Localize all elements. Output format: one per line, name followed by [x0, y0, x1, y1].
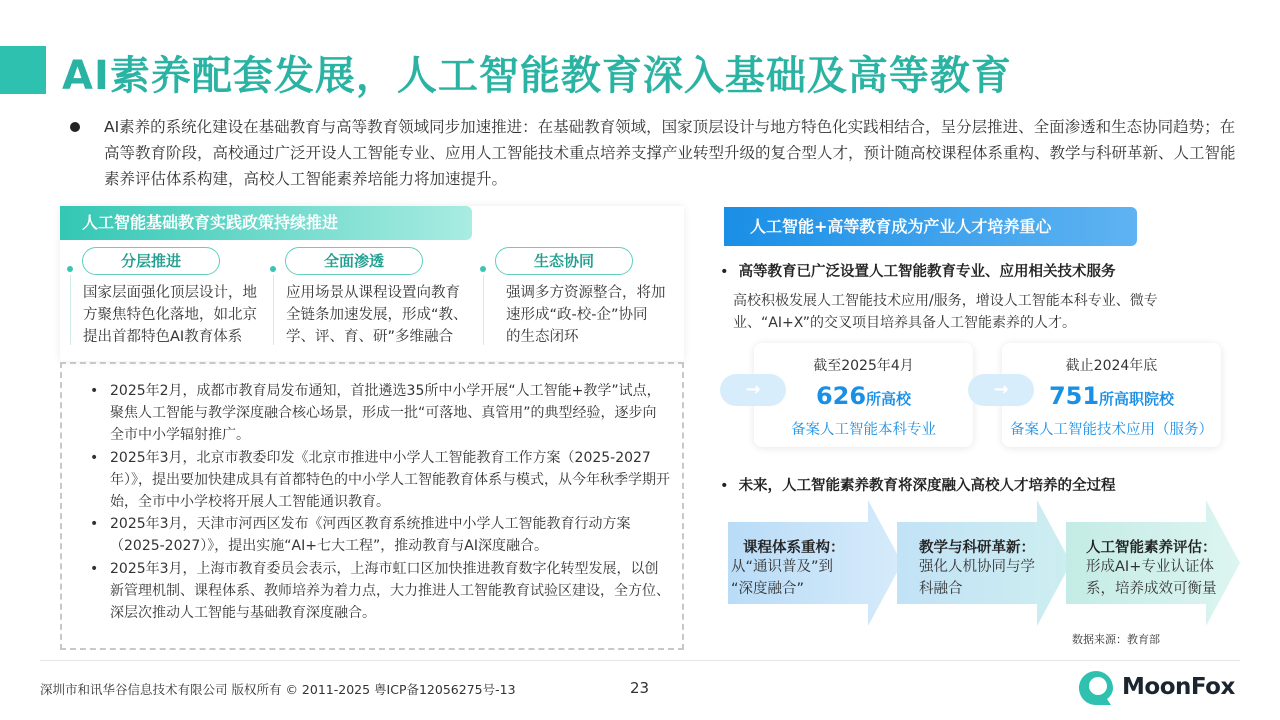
pillar-line: 提出首都特色AI教育体系	[83, 329, 243, 345]
step-text	[1086, 556, 1217, 600]
higher-ed-description: 高校积极发展人工智能技术应用/服务，增设人工智能本科专业、微专业、“AI+X”的交叉项目培养具备人工智能素养的人才。	[733, 293, 1158, 331]
title-accent-bar	[0, 46, 46, 94]
page-title: AI素养配套发展，人工智能教育深入基础及高等教育	[62, 53, 1012, 99]
step-line: “深度融合”	[731, 581, 805, 597]
stat-unit: 所高校	[866, 390, 912, 408]
pillar-text-layered	[83, 282, 257, 348]
data-source: 数据来源：教育部	[1072, 633, 1160, 646]
pillar-dot	[480, 266, 486, 272]
pillar-dot	[270, 266, 276, 272]
future-bullet: • 未来，人工智能素养教育将深度融入高校人才培养的全过程	[720, 474, 1116, 495]
page-number: 23	[630, 679, 650, 697]
footer-copyright: 深圳市和讯华谷信息技术有限公司 版权所有 © 2011-2025 粤ICP备12056275号-13	[40, 682, 516, 697]
pillar-label-penetration: 全面渗透	[285, 247, 423, 275]
moonfox-logo-icon	[1077, 669, 1115, 707]
step-line: 系，培养成效可衡量	[1086, 581, 1217, 597]
news-item: • 2025年2月，成都市教育局发布通知，首批遴选35所中小学开展“人工智能+教学”试点，聚焦人工智能与教学深度融合核心场景，形成一批“可落地、真管用”的典型经验，逐步向全市中小学辐射推广。	[90, 380, 670, 447]
intro-text: AI素养的系统化建设在基础教育与高等教育领域同步加速推进：在基础教育领域，国家顶层设计与地方特色化实践相结合，呈分层推进、全面渗透和生态协同趋势；在高等教育阶段，高校通过广泛开设人工智能专业、应用人工智能技术重点培养支撑产业转型升级的复合型人才，预计随高校课程体系重构、教学与科研革新、人工智能素养评估体系构建，高校人工智能素养培能力将加速提升。	[104, 118, 1236, 188]
pillar-line: 全链条加速发展，形成“教、	[286, 307, 468, 323]
stat-value: 751	[1048, 382, 1100, 410]
step-chevron-teaching	[897, 500, 1071, 626]
intro-paragraph	[76, 114, 1236, 192]
stat-date-label: 截至2025年4月	[813, 358, 914, 374]
pillar-dot	[67, 266, 73, 272]
pillar-divider	[273, 275, 274, 345]
moonfox-logo-text: MoonFox	[1122, 674, 1235, 700]
pillar-text-penetration	[286, 282, 468, 348]
pillar-line: 的生态闭环	[506, 329, 579, 345]
step-text	[919, 556, 1035, 600]
step-chevron-curriculum	[728, 500, 902, 626]
pillar-text-ecosystem	[506, 282, 666, 348]
step-line: 科融合	[919, 581, 963, 597]
step-line: 形成AI+专业认证体	[1086, 559, 1214, 575]
higher-ed-bullet: • 高等教育已广泛设置人工智能教育专业、应用相关技术服务	[720, 260, 1116, 281]
pillar-line: 强调多方资源整合，将加	[506, 285, 666, 301]
stat-number	[1002, 382, 1221, 410]
news-item: • 2025年3月，天津市河西区发布《河西区教育系统推进中小学人工智能教育行动方案（2025-2027）》，提出实施“AI+七大工程”，推动教育与AI深度融合。	[90, 513, 670, 557]
right-section-heading: 人工智能+高等教育成为产业人才培养重心	[724, 207, 1137, 246]
footer-divider	[40, 660, 1240, 661]
stat-unit: 所高职院校	[1099, 390, 1175, 408]
pillar-label-layered: 分层推进	[82, 247, 220, 275]
step-title: 人工智能素养评估：	[1086, 540, 1217, 556]
pillar-line: 学、评、育、研”多维融合	[286, 329, 454, 345]
step-line: 强化人机协同与学	[919, 559, 1035, 575]
left-section-heading: 人工智能基础教育实践政策持续推进	[60, 206, 472, 240]
pillar-line: 国家层面强化顶层设计，地	[83, 285, 257, 301]
pillar-label-ecosystem: 生态协同	[495, 247, 633, 275]
pillar-line: 应用场景从课程设置向教育	[286, 285, 460, 301]
pillar-line: 速形成“政-校-企”协同	[506, 307, 648, 323]
arrow-right-icon: →	[968, 374, 1034, 406]
stat-description: 备案人工智能技术应用（服务）	[1010, 422, 1213, 438]
news-item: • 2025年3月，上海市教育委员会表示，上海市虹口区加快推进教育数字化转型发展，以创新管理机制、课程体系、教师培养为着力点，大力推进人工智能教育试验区建设，全方位、深层次推动人工智能与基础教育深度融合。	[90, 558, 670, 625]
arrow-right-icon: →	[720, 374, 786, 406]
step-text	[731, 556, 833, 600]
stat-date-label: 截止2024年底	[1065, 358, 1158, 374]
step-title: 课程体系重构：	[743, 540, 845, 556]
stat-value: 626	[815, 382, 867, 410]
step-chevron-assessment	[1066, 500, 1240, 626]
pillar-line: 方聚焦特色化落地，如北京	[83, 307, 257, 323]
stat-number	[754, 382, 973, 410]
policy-news-list	[90, 380, 670, 624]
pillar-divider	[483, 275, 484, 345]
step-title: 教学与科研革新：	[919, 540, 1035, 556]
bullet-dot	[70, 122, 80, 132]
news-item: • 2025年3月，北京市教委印发《北京市推进中小学人工智能教育工作方案（2025-2027年）》，提出要加快建成具有首都特色的中小学人工智能教育体系与模式，从今年秋季学期开始，全市中小学校将开展人工智能通识教育。	[90, 447, 670, 514]
step-line: 从“通识普及”到	[731, 559, 834, 575]
stat-description: 备案人工智能本科专业	[791, 422, 936, 438]
pillar-divider	[70, 275, 71, 345]
